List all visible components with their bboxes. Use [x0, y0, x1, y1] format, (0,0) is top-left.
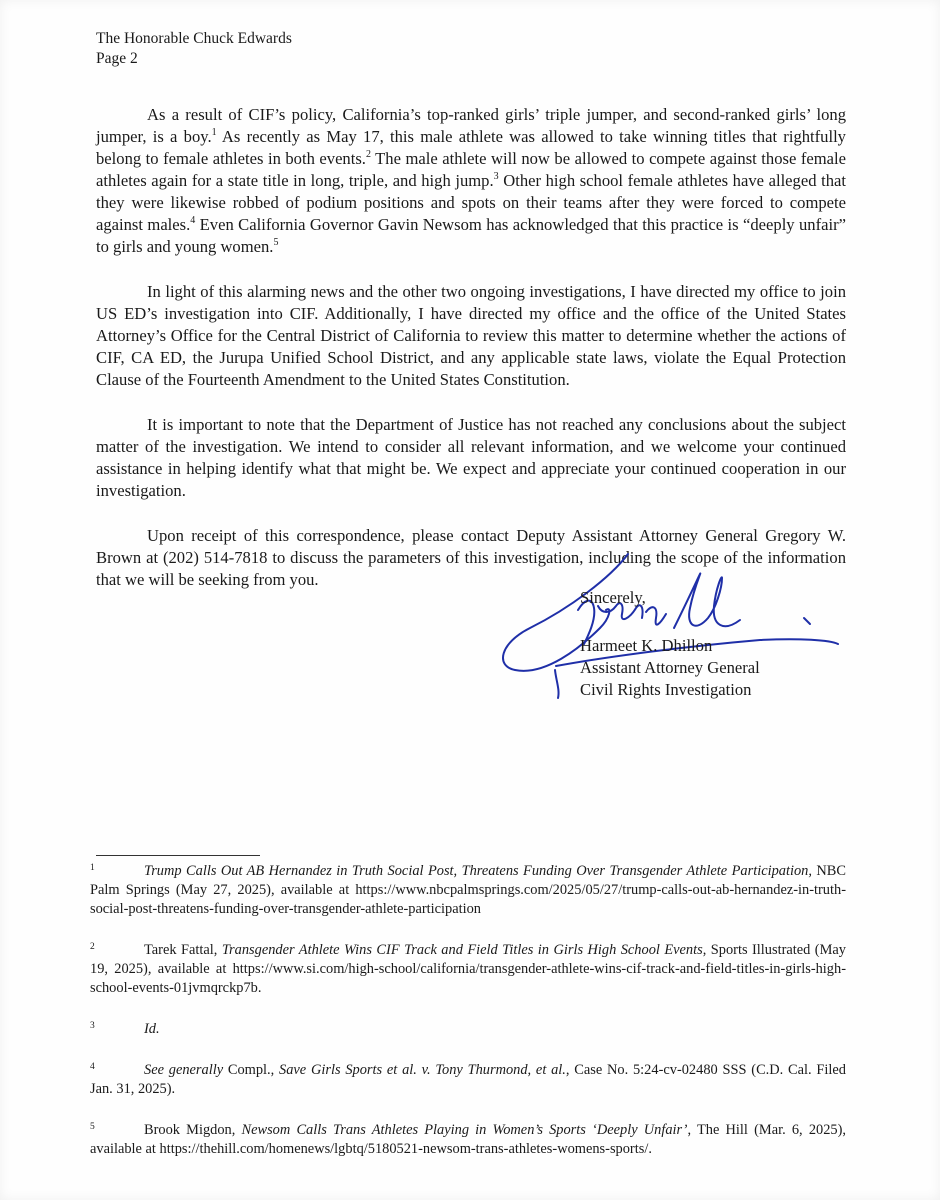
- footnote-number: 1: [90, 863, 95, 873]
- footnote-ref-2: 2: [365, 149, 371, 160]
- footnote-title: Id.: [144, 1021, 160, 1037]
- footnote-title: Newsom Calls Trans Athletes Playing in Women’s Sports ‘Deeply Unfair’: [241, 1122, 688, 1138]
- signature-block: [580, 587, 760, 701]
- signer-name: Harmeet K. Dhillon: [580, 636, 713, 655]
- footnote-text: [90, 1020, 846, 1039]
- footnote-citation: , Sports Illustrated (May 19, 2025), available at https://www.si.com/high-school/california/transgender-athlete-wins-cif-track-and-field-titles-in-girls-high-school-events-01jvmqrckp7b.: [90, 942, 846, 996]
- page-number: Page 2: [96, 50, 138, 67]
- footnote-number: 5: [90, 1122, 95, 1132]
- paragraph-3: It is important to note that the Department of Justice has not reached any conclusions about the subject matter of the investigation. We intend to consider all relevant information, and we welcome your continued assistance in helping identify what that might be. We expect and appreciate your continued cooperation in our investigation.: [96, 415, 846, 500]
- signer-title: Assistant Attorney General: [580, 658, 760, 677]
- footnote-separator: [96, 855, 260, 856]
- signer-division: Civil Rights Investigation: [580, 680, 752, 699]
- footnote-text: [90, 862, 846, 919]
- footnote-number: 3: [90, 1021, 95, 1031]
- letter-header: [96, 29, 292, 69]
- paragraph-2: In light of this alarming news and the other two ongoing investigations, I have directed my office to join US ED’s investigation into CIF. Additionally, I have directed my office and the office of the United States Attorney’s Office for the Central District of California to review this matter to determine whether the actions of CIF, CA ED, the Jurupa Unified School District, and any applicable state laws, violate the Equal Protection Clause of the Fourteenth Amendment to the United States Constitution.: [96, 282, 846, 389]
- footnote-citation: NBC Palm Springs (May 27, 2025), available at https://www.nbcpalmsprings.com/2025/05/27/trump-calls-out-ab-hernandez-in-truth-social-post-threatens-funding-over-transgender-athlete-participation: [90, 863, 847, 917]
- footnote-citation: , The Hill (Mar. 6, 2025), available at https://thehill.com/homenews/lgbtq/5180521-newsom-trans-athletes-womens-sports/.: [90, 1122, 846, 1157]
- footnote-ref-4: 4: [190, 215, 196, 226]
- footnote-author: Brook Migdon,: [144, 1122, 242, 1138]
- footnote-title: Transgender Athlete Wins CIF Track and Field Titles in Girls High School Events: [221, 942, 703, 958]
- paragraph-1-part-1: As a result of CIF’s policy, California’s top-ranked girls’ triple jumper, and second-ranked girls’ long jumper, is a boy.: [96, 105, 846, 146]
- signature-tail: [555, 670, 559, 698]
- footnote-ref-3: 3: [493, 171, 499, 182]
- footnote-text: [90, 1061, 846, 1099]
- footnote-1: [90, 862, 846, 919]
- footnote-ref-1: 1: [211, 127, 217, 138]
- footnote-number: 4: [90, 1062, 95, 1072]
- footnote-signal: See generally: [144, 1062, 224, 1078]
- paragraph-1-part-2: As recently as May 17, this male athlete was allowed to take winning titles that rightfully belong to female athletes in both events.: [96, 127, 846, 168]
- footnote-text: [90, 941, 846, 998]
- footnote-5: [90, 1121, 846, 1159]
- footnote-case-name: Save Girls Sports et al. v. Tony Thurmond, et al.: [279, 1062, 566, 1078]
- footnote-ref-5: 5: [273, 237, 279, 248]
- footnote-text: [90, 1121, 846, 1159]
- paragraph-1-part-4: Other high school female athletes have alleged that they were likewise robbed of podium positions and spots on their teams after they were forced to compete against males.: [96, 171, 846, 234]
- footnote-4: [90, 1061, 846, 1099]
- footnote-number: 2: [90, 942, 95, 952]
- footnote-2: [90, 941, 846, 998]
- footnotes-section: [90, 862, 846, 1181]
- paragraph-1: [96, 104, 846, 258]
- paragraph-4: Upon receipt of this correspondence, please contact Deputy Assistant Attorney General Gregory W. Brown at (202) 514-7818 to discuss the parameters of this investigation, including the scope of the information that we will be seeking from you.: [96, 526, 846, 589]
- paragraph-1-part-5: Even California Governor Gavin Newsom has acknowledged that this practice is “deeply unfair” to girls and young women.: [96, 215, 846, 256]
- footnote-citation: , Case No. 5:24-cv-02480 SSS (C.D. Cal. Filed Jan. 31, 2025).: [90, 1062, 846, 1097]
- letter-body: [96, 104, 846, 614]
- footnote-title: Trump Calls Out AB Hernandez in Truth Social Post, Threatens Funding Over Transgender Athlete Participation,: [144, 863, 812, 879]
- closing-text: Sincerely,: [580, 588, 646, 607]
- paragraph-1-part-3: The male athlete will now be allowed to compete against those female athletes again for a state title in long, triple, and high jump.: [96, 149, 846, 190]
- footnote-3: [90, 1020, 846, 1039]
- footnote-source: Compl.,: [223, 1062, 280, 1078]
- footnote-author: Tarek Fattal,: [144, 942, 222, 958]
- recipient-line: The Honorable Chuck Edwards: [96, 30, 292, 47]
- signature-mark: [804, 618, 810, 624]
